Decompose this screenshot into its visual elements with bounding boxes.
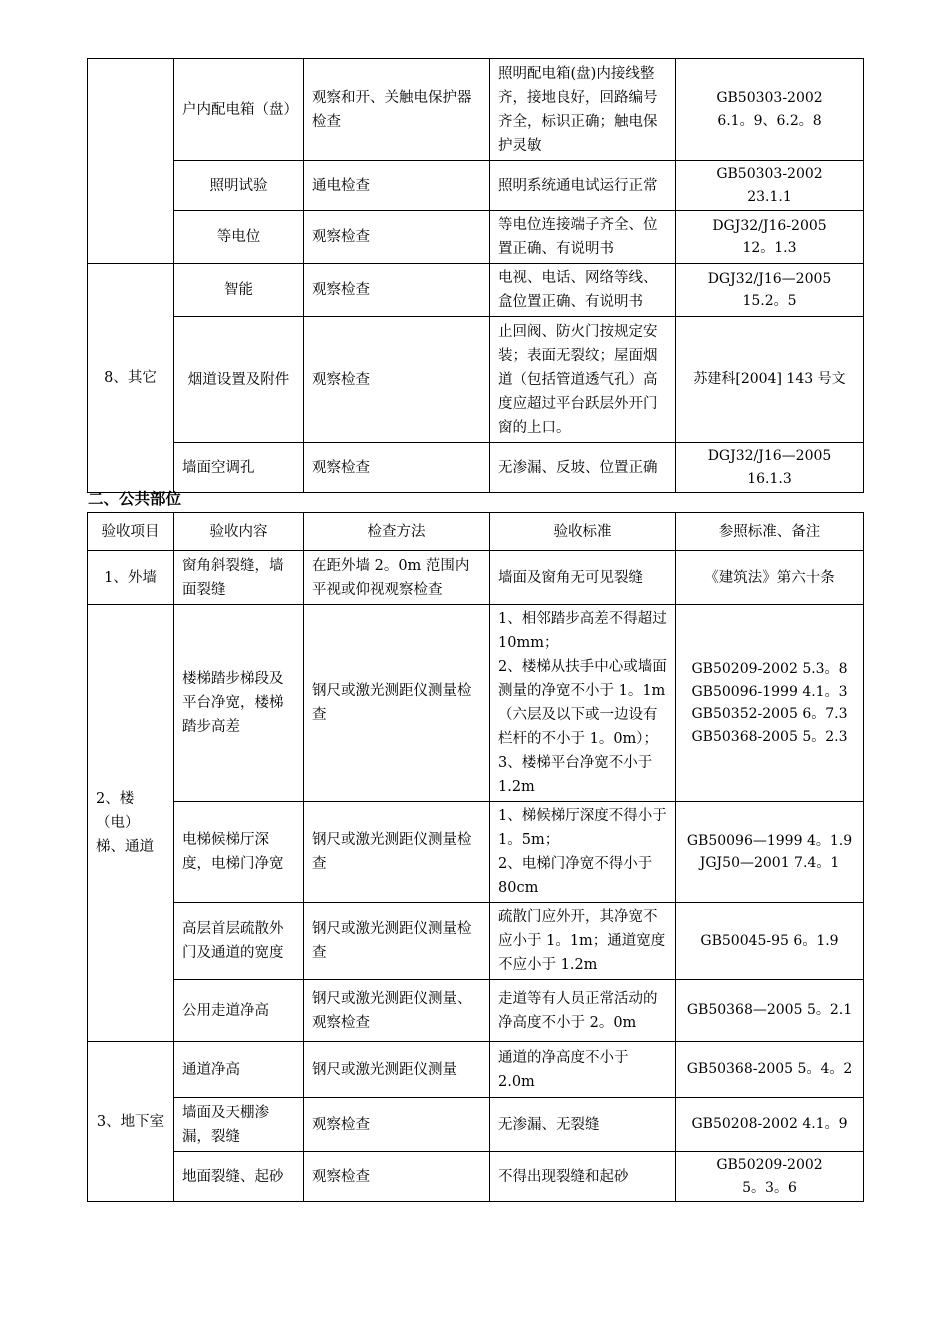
item-cell: 烟道设置及附件	[174, 317, 304, 443]
reference-cell: GB50045-95 6。1.9	[676, 903, 864, 980]
item-cell: 高层首层疏散外门及通道的宽度	[174, 903, 304, 980]
method-cell: 观察检查	[304, 1152, 490, 1202]
reference-cell: GB50368—2005 5。2.1	[676, 980, 864, 1042]
method-cell: 钢尺或激光测距仪测量	[304, 1042, 490, 1098]
method-cell: 观察检查	[304, 211, 490, 264]
item-cell: 窗角斜裂缝，墙面裂缝	[174, 551, 304, 605]
standard-cell: 无渗漏、无裂缝	[490, 1098, 676, 1152]
standard-cell: 1、相邻踏步高差不得超过 10mm； 2、楼梯从扶手中心或墙面测量的净宽不小于 1。1m（六层及以下或一边设有栏杆的不小于 1。0m）； 3、楼梯平台净宽不小于 1.2m	[490, 605, 676, 802]
standard-cell: 电视、电话、网络等线、盒位置正确、有说明书	[490, 264, 676, 317]
column-header: 验收内容	[174, 513, 304, 551]
method-cell: 钢尺或激光测距仪测量检查	[304, 605, 490, 802]
group-cell: 1、外墙	[88, 551, 174, 605]
standard-cell: 通道的净高度不小于 2.0m	[490, 1042, 676, 1098]
reference-cell: GB50209-2002 5.3。8 GB50096-1999 4.1。3 GB50352-2005 6。7.3 GB50368-2005 5。2.3	[676, 605, 864, 802]
standard-cell: 止回阀、防火门按规定安装；表面无裂纹；屋面烟道（包括管道透气孔）高度应超过平台跃层外开门窗的上口。	[490, 317, 676, 443]
standard-cell: 疏散门应外开，其净宽不应小于 1。1m；通道宽度不应小于 1.2m	[490, 903, 676, 980]
column-header: 验收项目	[88, 513, 174, 551]
table-row	[88, 551, 864, 605]
standard-cell: 墙面及窗角无可见裂缝	[490, 551, 676, 605]
method-cell: 观察检查	[304, 1098, 490, 1152]
table-row	[88, 980, 864, 1042]
method-cell: 钢尺或激光测距仪测量检查	[304, 802, 490, 903]
table-row	[88, 59, 864, 161]
table-row	[88, 802, 864, 903]
table-row	[88, 1098, 864, 1152]
table-row	[88, 264, 864, 317]
reference-cell: GB50096—1999 4。1.9 JGJ50—2001 7.4。1	[676, 802, 864, 903]
standard-cell: 走道等有人员正常活动的净高度不小于 2。0m	[490, 980, 676, 1042]
table-row	[88, 903, 864, 980]
standard-cell: 不得出现裂缝和起砂	[490, 1152, 676, 1202]
item-cell: 地面裂缝、起砂	[174, 1152, 304, 1202]
table-header-row	[88, 513, 864, 551]
standard-cell: 照明配电箱(盘)内接线整齐，接地良好，回路编号齐全，标识正确；触电保护灵敏	[490, 59, 676, 161]
item-cell: 户内配电箱（盘）	[174, 59, 304, 161]
method-cell: 在距外墙 2。0m 范围内平视或仰视观察检查	[304, 551, 490, 605]
reference-cell: GB50368-2005 5。4。2	[676, 1042, 864, 1098]
column-header: 检查方法	[304, 513, 490, 551]
method-cell: 钢尺或激光测距仪测量、观察检查	[304, 980, 490, 1042]
table-row	[88, 1042, 864, 1098]
method-cell: 观察检查	[304, 317, 490, 443]
item-cell: 等电位	[174, 211, 304, 264]
table-row	[88, 211, 864, 264]
reference-cell: GB50303-2002 6.1。9、6.2。8	[676, 59, 864, 161]
group-cell: 3、地下室	[88, 1042, 174, 1202]
item-cell: 照明试验	[174, 161, 304, 211]
item-cell: 智能	[174, 264, 304, 317]
section-title: 二、公共部位	[88, 490, 182, 508]
table-row	[88, 443, 864, 493]
reference-cell: DGJ32/J16-2005 12。1.3	[676, 211, 864, 264]
method-cell: 观察检查	[304, 264, 490, 317]
method-cell: 观察和开、关触电保护器检查	[304, 59, 490, 161]
standard-cell: 无渗漏、反坡、位置正确	[490, 443, 676, 493]
public-area-inspection-table	[87, 512, 864, 1202]
group-cell: 2、楼（电）梯、通道	[88, 605, 174, 1042]
item-cell: 墙面空调孔	[174, 443, 304, 493]
method-cell: 通电检查	[304, 161, 490, 211]
reference-cell: 苏建科[2004] 143 号文	[676, 317, 864, 443]
item-cell: 墙面及天棚渗漏，裂缝	[174, 1098, 304, 1152]
column-header: 参照标准、备注	[676, 513, 864, 551]
standard-cell: 1、梯候梯厅深度不得小于 1。5m； 2、电梯门净宽不得小于 80cm	[490, 802, 676, 903]
group-cell: 8、其它	[88, 264, 174, 493]
reference-cell: GB50208-2002 4.1。9	[676, 1098, 864, 1152]
item-cell: 电梯候梯厅深度，电梯门净宽	[174, 802, 304, 903]
standard-cell: 照明系统通电试运行正常	[490, 161, 676, 211]
item-cell: 公用走道净高	[174, 980, 304, 1042]
reference-cell: GB50303-2002 23.1.1	[676, 161, 864, 211]
method-cell: 观察检查	[304, 443, 490, 493]
reference-cell: DGJ32/J16—2005 15.2。5	[676, 264, 864, 317]
item-cell: 通道净高	[174, 1042, 304, 1098]
standard-cell: 等电位连接端子齐全、位置正确、有说明书	[490, 211, 676, 264]
table-row	[88, 1152, 864, 1202]
reference-cell: DGJ32/J16—2005 16.1.3	[676, 443, 864, 493]
column-header: 验收标准	[490, 513, 676, 551]
reference-cell: GB50209-2002 5。3。6	[676, 1152, 864, 1202]
item-cell: 楼梯踏步梯段及平台净宽，楼梯踏步高差	[174, 605, 304, 802]
table-row	[88, 605, 864, 802]
method-cell: 钢尺或激光测距仪测量检查	[304, 903, 490, 980]
reference-cell: 《建筑法》第六十条	[676, 551, 864, 605]
group-cell-empty	[88, 59, 174, 264]
table-row	[88, 317, 864, 443]
table-row	[88, 161, 864, 211]
electrical-inspection-table	[87, 58, 864, 493]
